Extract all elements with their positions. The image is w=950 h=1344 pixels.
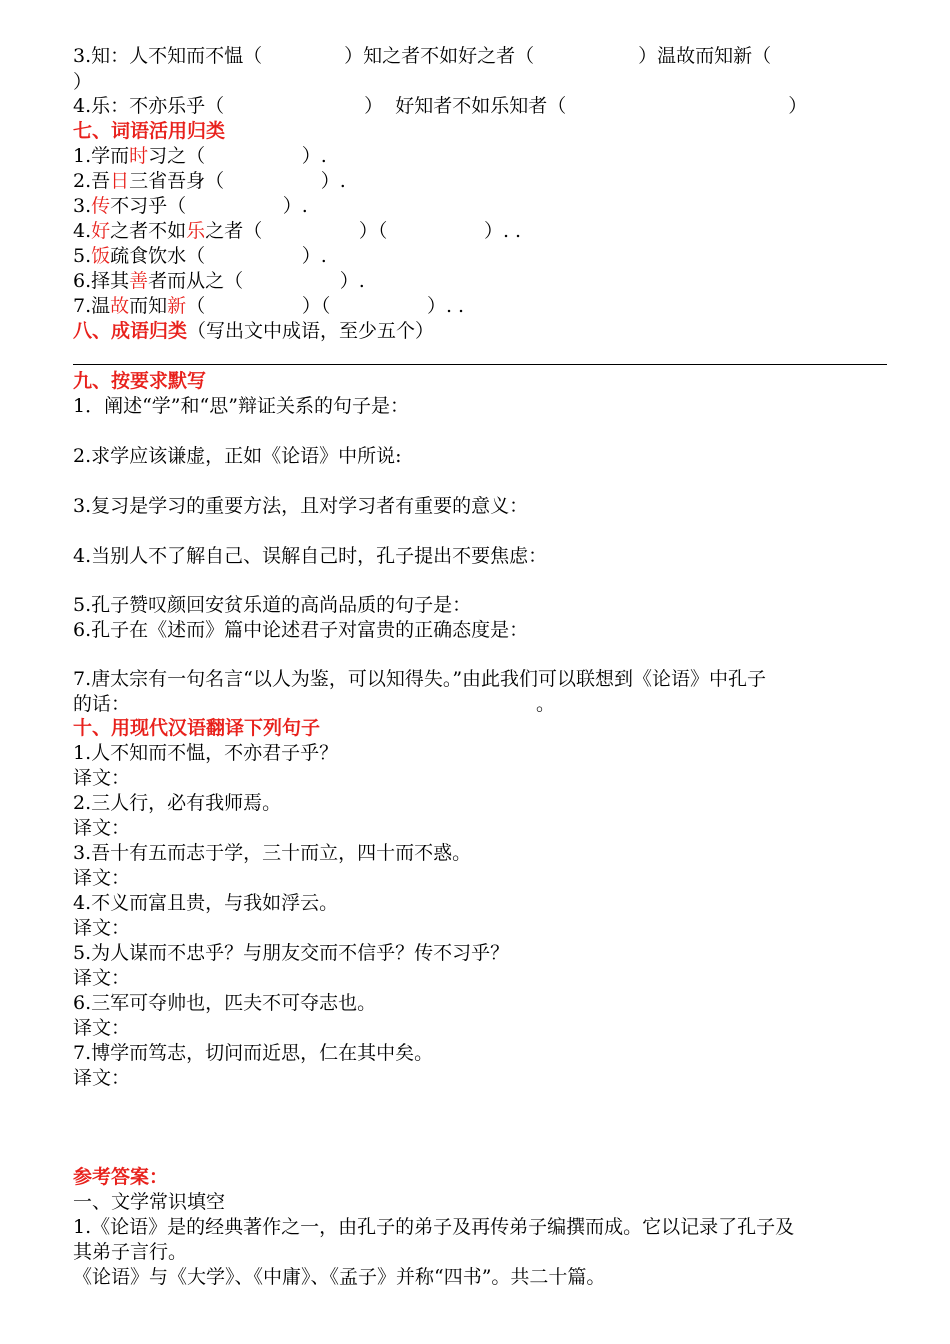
translation-label: 译文： [73,767,131,789]
text: 1.学而 [73,145,130,167]
sec7-item-7 [73,294,464,318]
sec10-s4: 4.不义而富且贵，与我如浮云。 [73,892,339,914]
sec10-title: 十、用现代汉语翻译下列句子 [73,717,321,739]
sec8-title: 八、成语归类 [73,320,188,342]
sec7-item-2 [73,169,346,193]
text: 不习乎（ ）. [110,195,308,217]
sec6-line3 [73,44,771,68]
highlight-word: 乐 [186,220,206,242]
sec7-item-3 [73,194,308,218]
sec7-item-5 [73,244,327,268]
text: 之者不如 [110,220,187,242]
sec9-title: 九、按要求默写 [73,370,207,392]
answers-heading-1: 一、文学常识填空 [73,1191,226,1213]
sec9-q1: 1．阐述“学”和“思”辩证关系的句子是： [73,395,409,417]
highlight-word: 好 [91,220,111,242]
translation-label: 译文： [73,967,131,989]
translation-label: 译文： [73,817,131,839]
sec8-note: （写出文中成语，至少五个） [187,320,435,342]
sec9-q6: 6.孔子在《述而》篇中论述君子对富贵的正确态度是： [73,619,529,641]
translation-label: 译文： [73,1017,131,1039]
text: 2.吾 [73,170,111,192]
text: 疏食饮水（ ）. [110,245,327,267]
sec10-s7: 7.博学而笃志，切问而近思，仁在其中矣。 [73,1042,434,1064]
answer-line [73,364,887,365]
sec7-item-1 [73,144,327,168]
text: 者而从之（ ）. [148,270,365,292]
sec6-l3-part3: ）温故而知新（ [638,45,772,67]
sec6-l3-part1: 3.知：人不知而不愠（ [73,45,263,67]
sec8-title-line [73,319,434,343]
text: 3. [73,195,92,217]
sec6-l4-part2: ） 好知者不如乐知者（ [364,95,567,117]
text: 6.择其 [73,270,130,292]
sec10-s6: 6.三军可夺帅也，匹夫不可夺志也。 [73,992,377,1014]
text: 之者（ ）（ ）. . [205,220,522,242]
sec9-q4: 4.当别人不了解自己、误解自己时，孔子提出不要焦虑： [73,545,548,567]
translation-label: 译文： [73,1067,131,1089]
sec9-q3: 3.复习是学习的重要方法，且对学习者有重要的意义： [73,495,529,517]
highlight-word: 故 [110,295,130,317]
text: 7.温 [73,295,111,317]
sec9-q5: 5.孔子赞叹颜回安贫乐道的高尚品质的句子是： [73,594,472,616]
sec6-l4-part3: ） [788,95,808,117]
sec9-q7-cont [73,692,555,716]
sec7-item-6 [73,269,365,293]
answers-p2: 《论语》与《大学》、《中庸》、《孟子》并称“四书”。共二十篇。 [73,1266,606,1288]
sec10-s2: 2.三人行，必有我师焉。 [73,792,282,814]
text: 而知 [129,295,168,317]
answers-p1-cont: 其弟子言行。 [73,1241,188,1263]
sec10-s5: 5.为人谋而不忠乎？与朋友交而不信乎？传不习乎？ [73,942,510,964]
translation-label: 译文： [73,867,131,889]
highlight-word: 时 [129,145,149,167]
translation-label: 译文： [73,917,131,939]
answers-title: 参考答案： [73,1166,169,1188]
text: 5. [73,245,92,267]
text: 习之（ ）. [148,145,327,167]
text: 的话： [73,693,131,715]
sec6-line3-cont: ） [73,71,93,93]
answers-p1: 1.《论语》是的经典著作之一，由孔子的弟子及再传弟子编撰而成。它以记录了孔子及 [73,1216,795,1238]
highlight-word: 善 [129,270,149,292]
highlight-word: 传 [91,195,111,217]
sec6-l4-part1: 4.乐：不亦乐乎（ [73,95,225,117]
text: 4. [73,220,92,242]
highlight-word: 饭 [91,245,111,267]
sec9-q7: 7.唐太宗有一句名言“以人为鉴，可以知得失。”由此我们可以联想到《论语》中孔子 [73,668,767,690]
highlight-word: 日 [110,170,130,192]
sec7-title: 七、词语活用归类 [73,120,226,142]
sec9-q2: 2.求学应该谦虚，正如《论语》中所说: [73,445,402,467]
text: 三省吾身（ ）. [129,170,346,192]
sec7-item-4 [73,219,521,243]
highlight-word: 新 [167,295,187,317]
sec10-s1: 1.人不知而不愠，不亦君子乎？ [73,742,339,764]
sec6-line4 [73,94,807,118]
text: 。 [536,693,556,715]
sec6-l3-part2: ）知之者不如好之者（ [344,45,535,67]
sec10-s3: 3.吾十有五而志于学，三十而立，四十而不惑。 [73,842,472,864]
text: （ ）（ ）. . [186,295,465,317]
